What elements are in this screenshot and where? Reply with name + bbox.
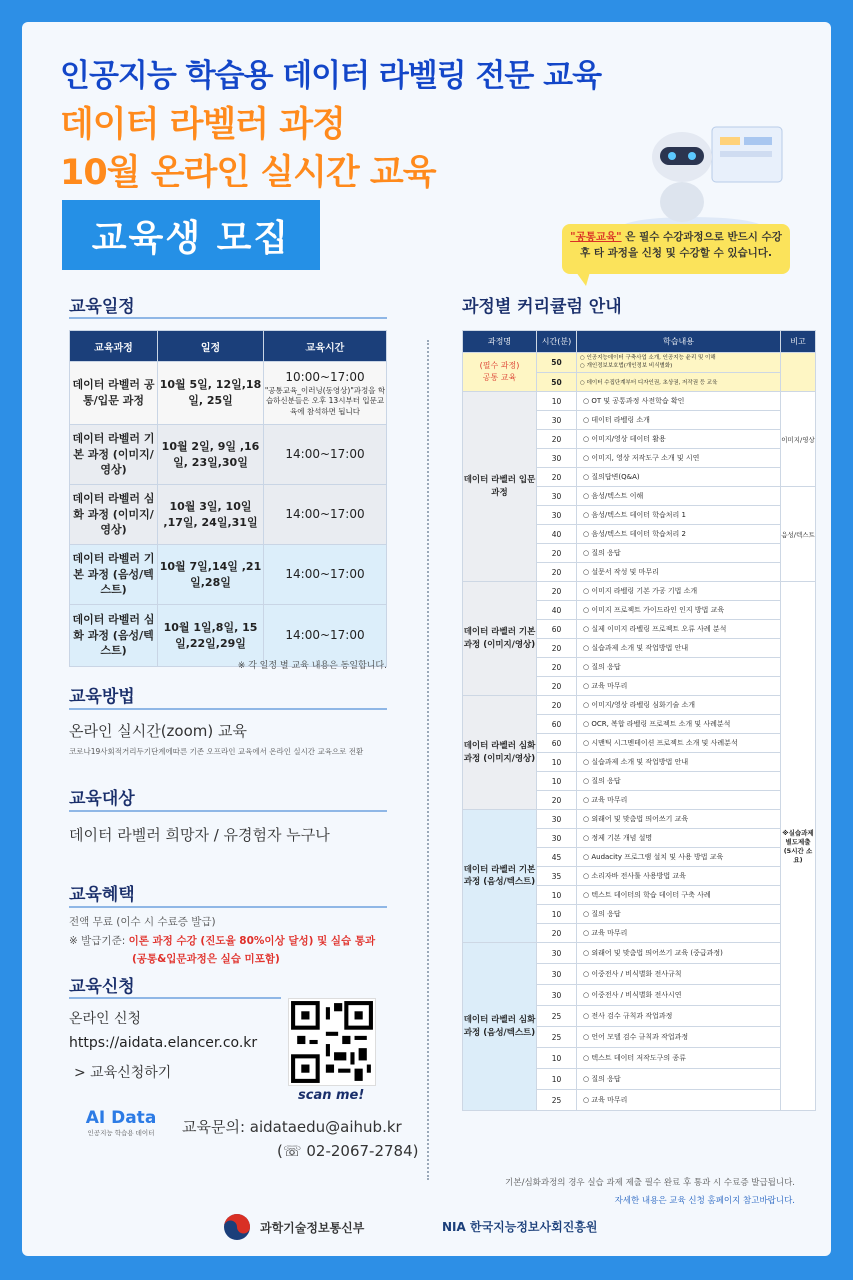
table-row: 데이터 라벨러 공통/입문 과정 10월 5일, 12일,18일, 25일 10:00~17:00 "공통교육_이러닝(동영상)"과정을 학습하신분들은 오후 13시부터 입문교육에 참석하면 됩니다 <box>70 362 387 425</box>
table-row: (필수 과정) 공통 교육 50 ○ 인공지능데이터 구축사업 소개, 인공지능 윤리 및 이해 ○ 개인정보보호법(개인정보 비식별화) <box>463 353 816 373</box>
content-cell: ○ 음성/텍스트 데이터 학습처리 2 <box>577 525 781 544</box>
content-cell: ○ 시맨틱 시그멘테이션 프로젝트 소개 및 사례분석 <box>577 734 781 753</box>
schedule-heading: 교육일정 <box>69 297 135 317</box>
content-cell: ○ 이미지/영상 데이터 활용 <box>577 430 781 449</box>
contact-email[interactable]: 교육문의: aidataedu@aihub.kr <box>182 1118 402 1136</box>
curriculum-foot2: 자세한 내용은 교육 신청 홈페이지 참고바랍니다. <box>614 1196 795 1206</box>
minutes-cell: 10 <box>537 1069 577 1090</box>
course-name-cell: 데이터 라벨러 심화 과정 (이미지/영상) <box>463 696 537 810</box>
content-cell: ○ 이중전사 / 비식별화 전사시연 <box>577 985 781 1006</box>
minutes-cell: 20 <box>537 468 577 487</box>
course-name-cell: 데이터 라벨러 심화 과정 (음성/텍스트) <box>463 943 537 1111</box>
minutes-cell: 20 <box>537 639 577 658</box>
course-title: 데이터 라벨러 과정 <box>60 105 345 145</box>
content-cell: ○ 텍스트 데이터의 학습 데이터 구축 사례 <box>577 886 781 905</box>
benefit-underline <box>69 906 387 908</box>
content-cell: ○ 질의 응답 <box>577 772 781 791</box>
content-cell: ○ OCR, 복합 라벨링 프로젝트 소개 및 사례분석 <box>577 715 781 734</box>
minutes-cell: 30 <box>537 829 577 848</box>
minutes-cell: 30 <box>537 411 577 430</box>
minutes-cell: 25 <box>537 1090 577 1111</box>
method-underline <box>69 708 387 710</box>
recruit-banner: 교육생 모집 <box>62 200 320 270</box>
minutes-cell: 40 <box>537 601 577 620</box>
minutes-cell: 20 <box>537 924 577 943</box>
table-row <box>463 943 816 964</box>
content-cell: ○ 이미지/영상 라벨링 심화기술 소개 <box>577 696 781 715</box>
content-cell: ○ 교육 마무리 <box>577 924 781 943</box>
content-cell: ○ 교육 마무리 <box>577 791 781 810</box>
schedule-underline <box>69 317 387 319</box>
table-row: 데이터 라벨러 기본 과정 (음성/텍스트) 10월 7일,14일 ,21일,28일 14:00~17:00 <box>70 545 387 605</box>
content-cell: ○ 소리자바 전사툴 사용방법 교육 <box>577 867 781 886</box>
curr-header-remark: 비고 <box>781 331 816 353</box>
apply-heading: 교육신청 <box>69 977 135 997</box>
minutes-cell: 10 <box>537 753 577 772</box>
minutes-cell: 25 <box>537 1027 577 1048</box>
target-heading: 교육대상 <box>69 789 135 809</box>
minutes-cell: 20 <box>537 791 577 810</box>
minutes-cell: 20 <box>537 430 577 449</box>
minutes-cell: 10 <box>537 772 577 791</box>
content-cell: ○ 언어 모델 검수 규칙과 작업과정 <box>577 1027 781 1048</box>
minutes-cell: 30 <box>537 810 577 829</box>
content-cell: ○ 데이터 라벨링 소개 <box>577 411 781 430</box>
minutes-cell: 10 <box>537 392 577 411</box>
taegeuk-icon <box>222 1212 252 1242</box>
curriculum-heading: 과정별 커리큘럼 안내 <box>462 297 622 317</box>
sched-header-time: 교육시간 <box>264 331 387 362</box>
robot-illustration <box>612 117 792 237</box>
content-cell: ○ 교육 마무리 <box>577 1090 781 1111</box>
minutes-cell: 20 <box>537 658 577 677</box>
sched-header-course: 교육과정 <box>70 331 158 362</box>
content-cell: ○ Audacity 프로그램 설치 및 사용 방법 교육 <box>577 848 781 867</box>
curr-header-mins: 시간(분) <box>537 331 577 353</box>
content-cell: ○ OT 및 공통과정 사전학습 확인 <box>577 392 781 411</box>
minutes-cell: 10 <box>537 905 577 924</box>
apply-underline <box>69 997 281 999</box>
remark-cell: ※실습과제 별도제출 (5시간 소요) <box>781 582 816 1111</box>
content-cell: ○ 실제 이미지 라벨링 프로젝트 오류 사례 분석 <box>577 620 781 639</box>
minutes-cell: 20 <box>537 563 577 582</box>
content-cell: ○ 설문서 작성 및 마무리 <box>577 563 781 582</box>
minutes-cell: 30 <box>537 985 577 1006</box>
notice-bubble: "공통교육" 은 필수 수강과정으로 반드시 수강 후 타 과정을 신청 및 수강할 수 있습니다. <box>562 224 790 274</box>
benefit-text: 전액 무료 (이수 시 수료증 발급) <box>69 916 216 928</box>
content-cell: ○ 질의 응답 <box>577 658 781 677</box>
table-row: 데이터 라벨러 기본 과정 (이미지/영상) 10월 2일, 9일 ,16일, 23일,30일 14:00~17:00 <box>70 425 387 485</box>
content-cell: ○ 전사 검수 규칙과 작업과정 <box>577 1006 781 1027</box>
minutes-cell: 20 <box>537 544 577 563</box>
target-underline <box>69 810 387 812</box>
apply-url[interactable]: https://aidata.elancer.co.kr <box>69 1035 258 1051</box>
content-cell: ○ 이미지 라벨링 기본 가공 기법 소개 <box>577 582 781 601</box>
table-row: 데이터 라벨러 심화 과정 (이미지/영상) 10월 3일, 10일 ,17일, 24일,31일 14:00~17:00 <box>70 485 387 545</box>
ministry-logo: 과학기술정보통신부 <box>222 1212 364 1242</box>
minutes-cell: 20 <box>537 677 577 696</box>
content-cell: ○ 질의 응답 <box>577 905 781 924</box>
curr-header-course: 과정명 <box>463 331 537 353</box>
apply-link[interactable]: > 교육신청하기 <box>74 1065 172 1081</box>
content-cell: ○ 정제 기본 개념 설명 <box>577 829 781 848</box>
content-cell: ○ 외래어 및 맞춤법 띄어쓰기 교육 (중급과정) <box>577 943 781 964</box>
sched-header-dates: 일정 <box>158 331 264 362</box>
content-cell: ○ 질의 응답 <box>577 544 781 563</box>
table-row <box>463 392 816 411</box>
table-row <box>463 582 816 601</box>
curr-header-content: 학습내용 <box>577 331 781 353</box>
course-name-cell: 데이터 라벨러 기본 과정 (이미지/영상) <box>463 582 537 696</box>
nia-logo: NIA 한국지능정보사회진흥원 <box>442 1220 598 1234</box>
subtitle: 10월 온라인 실시간 교육 <box>60 153 436 193</box>
minutes-cell: 40 <box>537 525 577 544</box>
curriculum-table <box>462 330 816 1111</box>
benefit-heading: 교육혜택 <box>69 885 135 905</box>
content-cell: ○ 교육 마무리 <box>577 677 781 696</box>
remark-cell: 이미지/영상 <box>781 392 816 487</box>
content-cell: ○ 음성/텍스트 데이터 학습처리 1 <box>577 506 781 525</box>
qr-icon <box>289 999 375 1085</box>
minutes-cell: 60 <box>537 734 577 753</box>
table-row: 50 ○ 데이터 수집단계부터 디자인권, 초상권, 저작권 등 교육 <box>463 373 816 392</box>
qr-code[interactable] <box>288 998 376 1086</box>
minutes-cell: 10 <box>537 1048 577 1069</box>
content-cell: ○ 실습과제 소개 및 작업방법 안내 <box>577 639 781 658</box>
content-cell: ○ 질의답변(Q&A) <box>577 468 781 487</box>
table-row: 데이터 라벨러 심화 과정 (음성/텍스트) 10월 1일,8일, 15일,22일,29일 14:00~17:00 <box>70 605 387 667</box>
method-text: 온라인 실시간(zoom) 교육 <box>69 722 248 740</box>
table-row <box>463 810 816 829</box>
content-cell: ○ 음성/텍스트 이해 <box>577 487 781 506</box>
benefit-criteria: ※ 발급기준: 이론 과정 수강 (진도율 80%이상 달성) 및 실습 통과 <box>69 935 376 947</box>
table-row <box>463 696 816 715</box>
content-cell: ○ 이미지 프로젝트 가이드라인 인지 방법 교육 <box>577 601 781 620</box>
target-text: 데이터 라벨러 희망자 / 유경험자 누구나 <box>69 826 330 844</box>
minutes-cell: 30 <box>537 964 577 985</box>
course-name-cell: 데이터 라벨러 기본 과정 (음성/텍스트) <box>463 810 537 943</box>
content-cell: ○ 이중전사 / 비식별화 전사규칙 <box>577 964 781 985</box>
benefit-criteria2: (공통&입문과정은 실습 미포함) <box>132 953 280 965</box>
remark-cell: 음성/텍스트 <box>781 487 816 582</box>
content-cell: ○ 외래어 및 맞춤법 띄어쓰기 교육 <box>577 810 781 829</box>
aidata-logo: AI Data 인공지능 학습용 데이터 <box>85 1108 157 1137</box>
minutes-cell: 10 <box>537 886 577 905</box>
minutes-cell: 20 <box>537 696 577 715</box>
curriculum-foot1: 기본/심화과정의 경우 실습 과제 제출 필수 완료 후 통과 시 수료증 발급됩니다. <box>505 1178 795 1188</box>
column-divider <box>427 340 429 1180</box>
minutes-cell: 30 <box>537 506 577 525</box>
minutes-cell: 60 <box>537 620 577 639</box>
minutes-cell: 30 <box>537 487 577 506</box>
minutes-cell: 25 <box>537 1006 577 1027</box>
minutes-cell: 20 <box>537 582 577 601</box>
minutes-cell: 60 <box>537 715 577 734</box>
method-heading: 교육방법 <box>69 687 135 707</box>
content-cell: ○ 질의 응답 <box>577 1069 781 1090</box>
apply-online: 온라인 신청 <box>69 1011 142 1027</box>
main-title: 인공지능 학습용 데이터 라벨링 전문 교육 <box>60 58 602 94</box>
content-cell: ○ 실습과제 소개 및 작업방법 안내 <box>577 753 781 772</box>
schedule-note: ※ 각 일정 별 교육 내용은 동일합니다. <box>237 661 387 671</box>
poster-card <box>22 22 831 1256</box>
content-cell: ○ 이미지, 영상 저작도구 소개 및 시연 <box>577 449 781 468</box>
minutes-cell: 30 <box>537 449 577 468</box>
content-cell: ○ 텍스트 데이터 저작도구의 종류 <box>577 1048 781 1069</box>
method-sub: 코로나19사회적거리두기단계에따른 기존 오프라인 교육에서 온라인 실시간 교육으로 전환 <box>69 747 364 756</box>
minutes-cell: 45 <box>537 848 577 867</box>
minutes-cell: 30 <box>537 943 577 964</box>
contact-phone: (☏ 02-2067-2784) <box>277 1142 419 1160</box>
minutes-cell: 35 <box>537 867 577 886</box>
scan-label: scan me! <box>298 1088 365 1103</box>
course-name-cell: 데이터 라벨러 입문 과정 <box>463 392 537 582</box>
schedule-table <box>69 330 387 667</box>
